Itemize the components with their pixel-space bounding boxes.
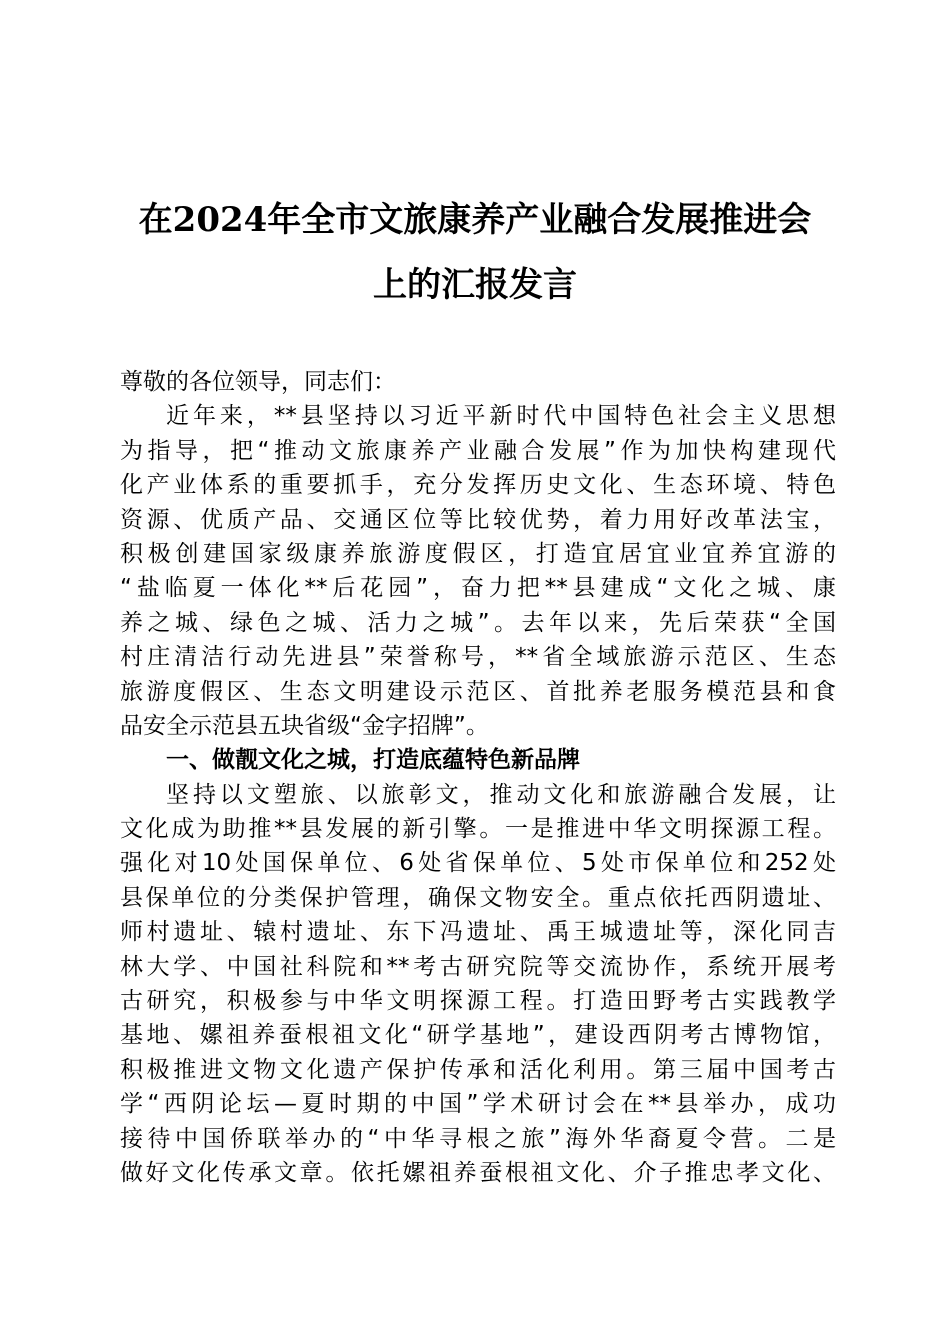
paragraph-1-line: 品安全示范县五块省级“金字招牌”。 [120,712,489,739]
paragraph-2-line: 学“西阴论坛—夏时期的中国”学术研讨会在**县举办，成功 [120,1091,836,1118]
paragraph-1-line: 村庄清洁行动先进县”荣誉称号，**省全域旅游示范区、生态 [120,644,836,671]
paragraph-2-line: 积极推进文物文化遗产保护传承和活化利用。第三届中国考古 [120,1056,836,1083]
paragraph-1-line: “盐临夏一体化**后花园”，奋力把**县建成“文化之城、康 [120,575,836,602]
paragraph-1-line: 近年来，**县坚持以习近平新时代中国特色社会主义思想 [166,403,836,430]
document-body [120,365,836,1190]
paragraph-1-line: 养之城、绿色之城、活力之城”。去年以来，先后荣获“全国 [120,609,836,636]
document-title-line-2: 上的汇报发言 [373,265,577,305]
paragraph-1-line: 资源、优质产品、交通区位等比较优势，着力用好改革法宝， [120,506,836,533]
paragraph-1-line: 化产业体系的重要抓手，充分发挥历史文化、生态环境、特色 [120,472,836,499]
paragraph-2-line: 基地、嫘祖养蚕根祖文化“研学基地”，建设西阴考古博物馆， [120,1022,836,1049]
paragraph-2-line: 坚持以文塑旅、以旅彰文，推动文化和旅游融合发展，让 [166,781,836,808]
paragraph-2-line: 接待中国侨联举办的“中华寻根之旅”海外华裔夏令营。二是 [120,1125,836,1152]
paragraph-2-line: 强化对10处国保单位、6处省保单位、5处市保单位和252处 [120,850,836,877]
paragraph-2-line: 文化成为助推**县发展的新引擎。一是推进中华文明探源工程。 [120,816,836,843]
paragraph-2-line: 林大学、中国社科院和**考古研究院等交流协作，系统开展考 [120,953,836,980]
paragraph-2-line: 做好文化传承文章。依托嫘祖养蚕根祖文化、介子推忠孝文化、 [120,1159,836,1186]
paragraph-1-line: 为指导，把“推动文旅康养产业融合发展”作为加快构建现代 [120,437,836,464]
document-title-line-1: 在2024年全市文旅康养产业融合发展推进会 [138,200,812,240]
paragraph-2-line: 师村遗址、辕村遗址、东下冯遗址、禹王城遗址等，深化同吉 [120,919,836,946]
paragraph-1-line: 积极创建国家级康养旅游度假区，打造宜居宜业宜养宜游的 [120,540,836,567]
paragraph-2-line: 古研究，积极参与中华文明探源工程。打造田野考古实践教学 [120,988,836,1015]
paragraph-1-line: 旅游度假区、生态文明建设示范区、首批养老服务模范县和食 [120,678,836,705]
paragraph-2-line: 县保单位的分类保护管理，确保文物安全。重点依托西阴遗址、 [120,884,836,911]
section-heading-1: 一、做靓文化之城，打造底蕴特色新品牌 [166,747,580,774]
salutation: 尊敬的各位领导，同志们： [120,369,396,395]
